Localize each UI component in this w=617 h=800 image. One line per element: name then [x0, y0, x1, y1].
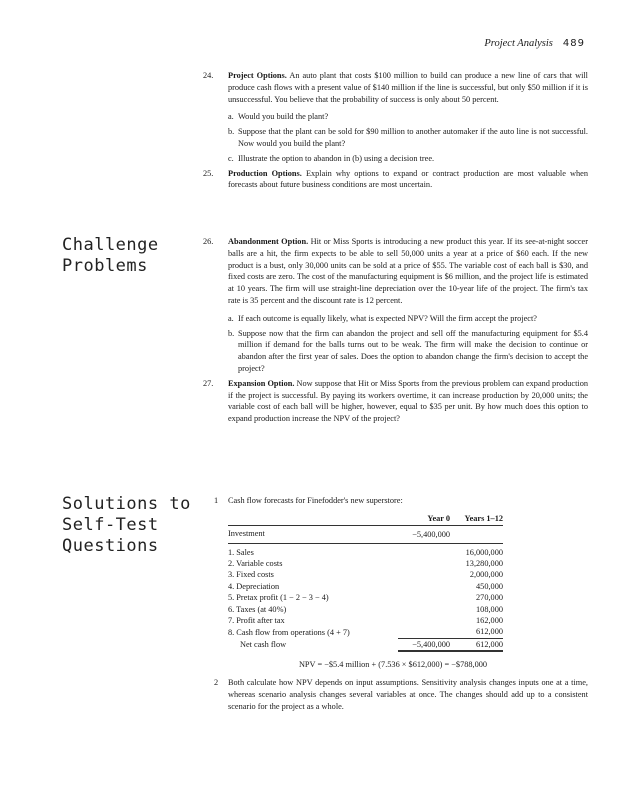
npv-equation: NPV = −$5.4 million + (7.536 × $612,000) = −$788,000 — [298, 660, 488, 670]
row-label: 3. Fixed costs — [228, 570, 274, 580]
problem-number: 25. — [203, 168, 214, 178]
item-text: Would you build the plant? — [238, 112, 329, 122]
problem-heading: Abandonment Option. — [228, 237, 309, 246]
problems-block-challenge — [203, 236, 588, 428]
problem-number: 26. — [203, 237, 214, 246]
table-row — [228, 581, 503, 592]
cell-years1-12: 612,000 — [450, 626, 503, 638]
cell-years1-12: 108,000 — [476, 604, 503, 614]
cell-year0 — [398, 626, 450, 638]
table-header-row — [228, 513, 503, 526]
problem-26b — [203, 328, 588, 375]
cell-years1-12: 162,000 — [476, 616, 503, 626]
item-letter: b. — [228, 328, 235, 338]
row-label: 5. Pretax profit (1 − 2 − 3 − 4) — [228, 593, 329, 603]
side-heading-line: Solutions to — [62, 494, 191, 514]
row-label: 4. Depreciation — [228, 581, 280, 591]
side-heading-line: Questions — [62, 536, 159, 556]
solution-number: 2 — [214, 678, 219, 688]
cash-flow-table — [228, 513, 503, 652]
challenge-problems-heading — [62, 235, 159, 277]
cell-year0 — [398, 581, 450, 592]
row-label: 6. Taxes (at 40%) — [228, 604, 287, 614]
table-row — [228, 638, 503, 651]
problem-heading: Project Options. — [228, 71, 287, 80]
item-text: Illustrate the option to abandon in (b) using a decision tree. — [238, 153, 435, 163]
item-text: Suppose now that the firm can abandon the project and sell off the manufacturing equipment for $5.4 million if demand for the balls turns out to be weak. The firm will make the decision to continue or abandon after the first year of sales. Does the option to abandon change the firm's decision to accept the project? — [238, 328, 588, 373]
cell-year0 — [398, 558, 450, 569]
problem-26 — [203, 236, 588, 307]
problem-text: An auto plant that costs $100 million to build can produce a new line of cars that will produce cash flows with a present value of $140 million if the line is successful, but only $50 million if it is unsuccessful. You believe that the probability of success is only about 50 percent. — [228, 71, 588, 104]
row-label: Investment — [228, 529, 265, 539]
row-label: 7. Profit after tax — [228, 616, 285, 626]
problems-block-upper — [203, 70, 588, 194]
table-row — [228, 615, 503, 626]
problem-25 — [203, 168, 588, 192]
item-text: If each outcome is equally likely, what is expected NPV? Will the firm accept the project? — [238, 313, 537, 323]
problem-heading: Expansion Option. — [228, 378, 295, 388]
cell-year0 — [398, 592, 450, 603]
table-row — [228, 569, 503, 580]
table-row — [228, 558, 503, 569]
cell-year0: −5,400,000 — [412, 529, 451, 539]
item-letter: a. — [228, 112, 234, 122]
solutions-block — [203, 495, 588, 712]
problem-26a — [203, 313, 588, 325]
table-header-blank — [228, 513, 398, 526]
cell-years1-12: 13,280,000 — [465, 559, 503, 569]
problem-number: 27. — [203, 378, 214, 388]
item-letter: a. — [228, 313, 234, 323]
solution-number: 1 — [214, 496, 219, 505]
solution-1 — [203, 495, 588, 507]
cell-years1-12: 450,000 — [476, 581, 503, 591]
running-header — [484, 38, 585, 49]
cell-year0 — [398, 604, 450, 615]
problem-27 — [203, 378, 588, 425]
column-header: Year 0 — [398, 513, 450, 526]
table-row — [228, 604, 503, 615]
row-label: 8. Cash flow from operations (4 + 7) — [228, 627, 350, 637]
solutions-heading — [62, 494, 191, 557]
table-row — [228, 592, 503, 603]
problem-24c — [203, 153, 588, 165]
cell-year0 — [398, 543, 450, 558]
problem-text: Now suppose that Hit or Miss Sports from the previous problem can expand production if the project is successful. By paying its workers overtime, it can increase production by 20,000 units; the variable cost of each ball will be higher, however, equal to $35 per unit. By how much does this option to expand production increase the NPV of the project? — [228, 378, 588, 424]
cell-years1-12: 612,000 — [450, 638, 503, 651]
row-label: 1. Sales — [228, 543, 398, 558]
cell-years1-12 — [450, 526, 503, 543]
column-header: Years 1–12 — [450, 513, 503, 526]
problem-24 — [203, 70, 588, 105]
cell-year0 — [398, 569, 450, 580]
side-heading-line: Self-Test — [62, 515, 159, 535]
side-heading-line: Challenge — [62, 235, 159, 255]
cell-years1-12: 2,000,000 — [469, 570, 503, 580]
solution-text: Both calculate how NPV depends on input assumptions. Sensitivity analysis changes inputs one at a time, whereas scenario analysis changes several variables at once. The changes should add up to a consistent scenario for the project as a whole. — [228, 678, 588, 711]
problem-text: Hit or Miss Sports is introducing a new product this year. If its see-at-night soccer balls are a hit, the firm expects to be able to sell 50,000 units a year at a price of $60 each. If the new product is a bust, only 30,000 units can be sold at a price of $55. The variable cost of each ball is $30, and fixed costs are zero. The cost of the manufacturing equipment is $6 million, and the project life is estimated at 10 years. The firm will use straight-line depreciation over the 10-year life of the project. The firm's tax rate is 35 percent and the discount rate is 12 percent. — [228, 237, 588, 305]
table-row — [228, 543, 503, 558]
table-row — [228, 626, 503, 638]
problem-24b — [203, 126, 588, 150]
row-label: 2. Variable costs — [228, 559, 283, 569]
problem-text: Explain why options to expand or contract production are most valuable when forecasts about future business conditions are most uncertain. — [228, 168, 589, 190]
item-letter: b. — [228, 127, 235, 137]
problem-24a — [203, 111, 588, 123]
running-title: Project Analysis — [484, 38, 553, 49]
cell-year0: −5,400,000 — [398, 638, 450, 651]
problem-heading: Production Options. — [228, 168, 302, 178]
cell-year0 — [398, 615, 450, 626]
cell-years1-12: 270,000 — [476, 593, 503, 603]
item-letter: c. — [228, 153, 234, 163]
table-row — [228, 526, 503, 543]
page-number: 489 — [562, 38, 585, 49]
problem-number: 24. — [203, 71, 214, 80]
row-label: Net cash flow — [240, 640, 287, 650]
side-heading-line: Problems — [62, 256, 148, 276]
cell-years1-12: 16,000,000 — [450, 543, 503, 558]
solution-2 — [203, 677, 588, 712]
solution-text: Cash flow forecasts for Finefodder's new superstore: — [228, 496, 403, 505]
item-text: Suppose that the plant can be sold for $90 million to another automaker if the auto line is not successful. Now would you build the plant? — [238, 127, 588, 148]
